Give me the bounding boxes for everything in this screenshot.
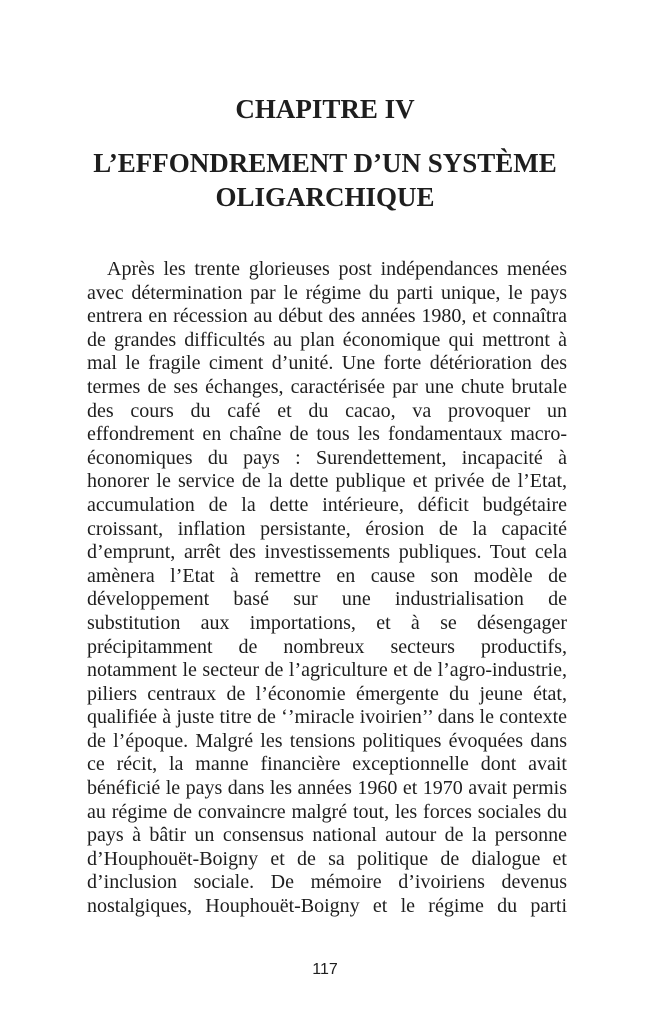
text-line: entrera en récession au début des années 1980, et connaîtra [87,305,567,328]
text-line: d’emprunt, arrêt des investissements publiques. Tout cela [87,541,567,564]
chapter-number: CHAPITRE IV [235,94,415,124]
text-line: pays à bâtir un consensus national autour de la personne [87,824,567,847]
text-line: Après les trente glorieuses post indépendances menées [107,258,567,280]
chapter-title [60,146,590,214]
text-line: de grandes difficultés au plan économique qui mettront à [87,328,567,351]
chapter-title-line: L’EFFONDREMENT D’UN SYSTÈME [93,148,557,178]
text-line: avec détermination par le régime du parti unique, le pays [87,281,567,304]
text-line: termes de ses échanges, caractérisée par une chute brutale [87,375,567,398]
text-line: des cours du café et du cacao, va provoquer un [87,399,567,422]
text-line: substitution aux importations, et à se désengager [87,611,567,634]
text-line: ce récit, la manne financière exceptionnelle dont avait [87,753,567,776]
text-line: mal le fragile ciment d’unité. Une forte détérioration des [87,352,567,375]
text-line: nostalgiques, Houphouët-Boigny et le régime du parti [87,895,567,918]
text-line: qualifiée à juste titre de ‘’miracle ivoirien’’ dans le contexte [87,706,567,729]
text-line: d’inclusion sociale. De mémoire d’ivoiriens devenus [87,871,567,894]
text-line: croissant, inflation persistante, érosion de la capacité [87,517,567,540]
page-number: 117 [312,961,338,978]
text-line: au régime de convaincre malgré tout, les forces sociales du [87,800,567,823]
body-paragraph [87,258,567,919]
chapter-title-line: OLIGARCHIQUE [215,182,435,212]
text-line: d’Houphouët-Boigny et de sa politique de dialogue et [87,847,567,870]
text-line: amènera l’Etat à remettre en cause son modèle de [87,564,567,587]
text-line: accumulation de la dette intérieure, déficit budgétaire [87,493,567,516]
text-line: bénéficié le pays dans les années 1960 et 1970 avait permis [87,777,567,800]
text-line: piliers centraux de l’économie émergente du jeune état, [87,682,567,705]
text-line: économiques du pays : Surendettement, incapacité à [87,446,567,469]
text-line: de l’époque. Malgré les tensions politiques évoquées dans [87,729,567,752]
text-line: honorer le service de la dette publique et privée de l’Etat, [87,470,567,493]
text-line: développement basé sur une industrialisation de [87,588,567,611]
text-line: notamment le secteur de l’agriculture et de l’agro-industrie, [87,659,567,682]
text-line: précipitamment de nombreux secteurs productifs, [87,635,567,658]
text-line: effondrement en chaîne de tous les fondamentaux macro- [87,423,567,446]
